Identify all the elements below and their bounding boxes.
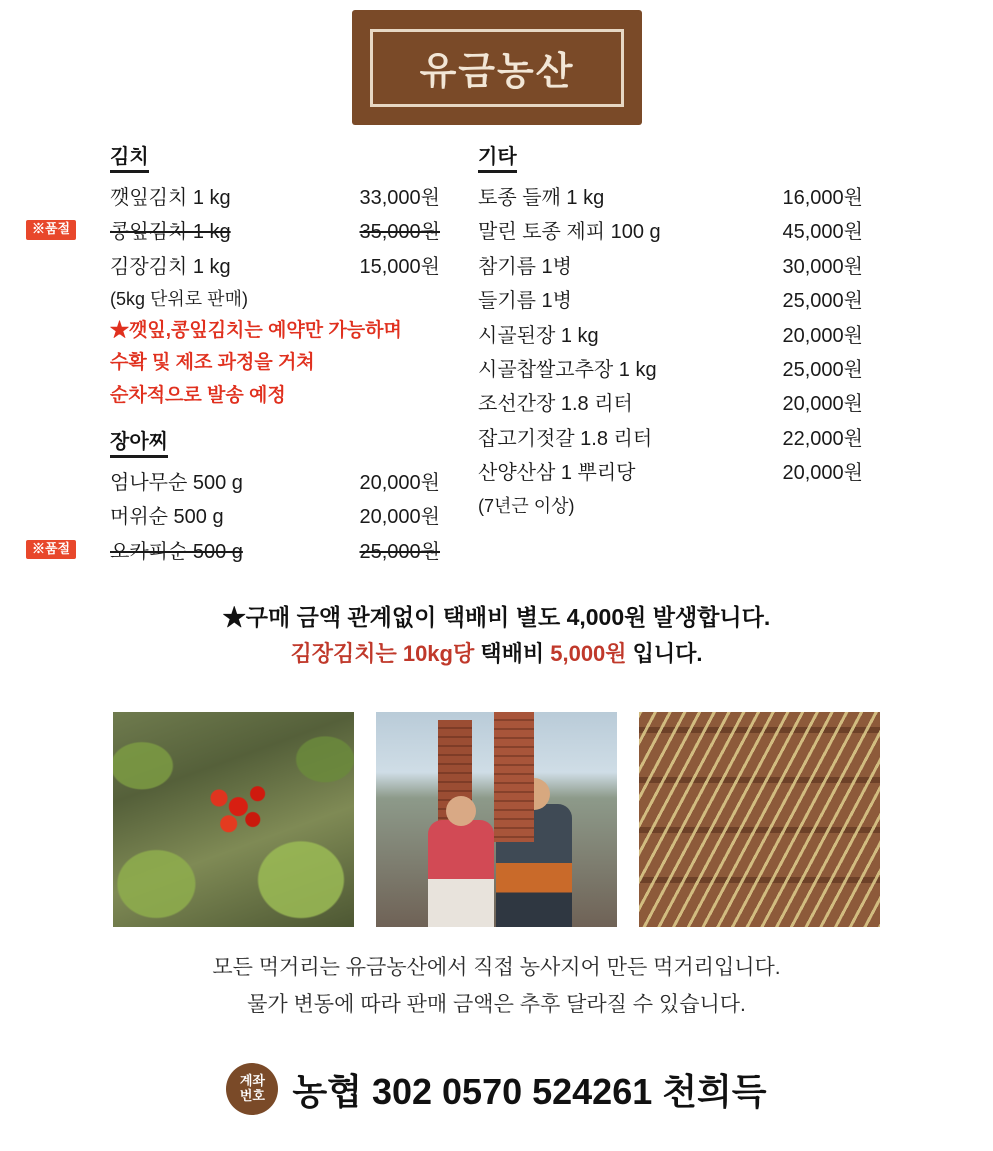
price-column-right <box>478 140 863 521</box>
price-row <box>478 387 863 421</box>
price-row <box>478 215 863 249</box>
item-name: 오카피순 500 g <box>110 540 243 563</box>
shipping-line-2 <box>0 636 993 671</box>
item-name: 잡고기젓갈 1.8 리터 <box>478 427 653 450</box>
price-row <box>478 319 863 353</box>
price-row <box>478 181 863 215</box>
item-price: 22,000원 <box>782 427 863 450</box>
section-note-red: 수확 및 제조 과정을 거쳐 <box>110 352 315 374</box>
price-row <box>478 353 863 387</box>
item-price: 16,000원 <box>782 187 863 209</box>
shop-sign-frame <box>370 29 624 107</box>
section-note: (7년근 이상) <box>478 495 575 516</box>
item-price: 33,000원 <box>359 187 440 209</box>
item-price: 30,000원 <box>782 255 863 278</box>
item-name: 깻잎김치 1 kg <box>110 187 231 209</box>
item-name: 엄나무순 500 g <box>110 471 243 494</box>
price-row <box>110 500 440 534</box>
item-name: 머위순 500 g <box>110 506 224 529</box>
price-row <box>110 250 440 284</box>
photo-gallery <box>113 712 880 927</box>
price-row <box>32 215 440 249</box>
item-price: 25,000원 <box>782 290 863 313</box>
item-price: 20,000원 <box>359 471 440 494</box>
section-jangajji <box>32 425 440 569</box>
shipping-notice <box>0 600 993 671</box>
status-badge-soldout: ※품절 <box>26 220 76 239</box>
price-column-left <box>32 140 440 569</box>
shop-name: 유금농산 <box>419 49 575 93</box>
item-name: 토종 들깨 1 kg <box>478 187 605 209</box>
footer-line-2: 물가 변동에 따라 판매 금액은 추후 달라질 수 있습니다. <box>247 992 746 1016</box>
price-row <box>478 250 863 284</box>
item-name: 말린 토종 제피 100 g <box>478 221 661 244</box>
footer-line-1: 모든 먹거리는 유금농산에서 직접 농사지어 만든 먹거리입니다. <box>212 956 781 979</box>
photo-meju-blocks <box>639 712 880 927</box>
item-name: 들기름 1병 <box>478 290 572 313</box>
shipping-line-2-b: 택배비 <box>474 640 551 666</box>
price-row <box>478 284 863 318</box>
section-note-red: 순차적으로 발송 예정 <box>110 385 286 407</box>
item-price: 20,000원 <box>782 393 863 416</box>
status-badge-soldout: ※품절 <box>26 540 76 559</box>
section-etc <box>478 140 863 521</box>
section-kimchi <box>32 140 440 413</box>
shipping-line-2-c: 5,000원 <box>550 640 627 666</box>
item-price: 45,000원 <box>782 221 863 244</box>
item-name: 시골된장 1 kg <box>478 324 599 347</box>
shipping-line-2-d: 입니다. <box>626 640 703 666</box>
price-row <box>478 456 863 490</box>
footer-note <box>0 950 993 1024</box>
item-price: 25,000원 <box>359 540 440 563</box>
price-row <box>32 535 440 569</box>
section-title-etc: 기타 <box>478 140 517 173</box>
section-title-jangajji: 장아찌 <box>110 425 168 458</box>
shipping-line-1: ★구매 금액 관계없이 택배비 별도 4,000원 발생합니다. <box>222 604 771 630</box>
photo-farmers-at-market <box>376 712 617 927</box>
shipping-line-2-a: 김장김치는 10kg당 <box>290 640 475 666</box>
item-price: 20,000원 <box>359 506 440 529</box>
item-price: 20,000원 <box>782 324 863 347</box>
item-price: 25,000원 <box>782 358 863 381</box>
price-row <box>110 466 440 500</box>
shop-sign <box>352 10 642 125</box>
photo-ginseng-berries <box>113 712 354 927</box>
item-name: 김장김치 1 kg <box>110 255 231 278</box>
account-info <box>0 1063 993 1115</box>
item-name: 참기름 1병 <box>478 255 572 278</box>
account-badge-line-2: 번호 <box>239 1088 265 1103</box>
account-number: 농협 302 0570 524261 천희득 <box>292 1070 767 1112</box>
figure-woman <box>428 820 494 927</box>
item-price: 15,000원 <box>359 255 440 278</box>
section-title-kimchi: 김치 <box>110 140 149 173</box>
account-badge-line-1: 계좌 <box>239 1073 265 1089</box>
item-price: 35,000원 <box>359 221 440 244</box>
item-price: 20,000원 <box>782 462 863 485</box>
price-row <box>110 181 440 215</box>
item-name: 산양산삼 1 뿌리당 <box>478 462 636 485</box>
item-name: 콩잎김치 1 kg <box>110 221 231 244</box>
figure-man <box>496 804 572 927</box>
price-row <box>478 422 863 456</box>
account-badge-icon <box>226 1063 278 1115</box>
item-name: 시골찹쌀고추장 1 kg <box>478 358 657 381</box>
section-note-red: ★깻잎,콩잎김치는 예약만 가능하며 <box>110 319 402 341</box>
section-note: (5kg 단위로 판매) <box>110 289 248 310</box>
item-name: 조선간장 1.8 리터 <box>478 393 633 416</box>
